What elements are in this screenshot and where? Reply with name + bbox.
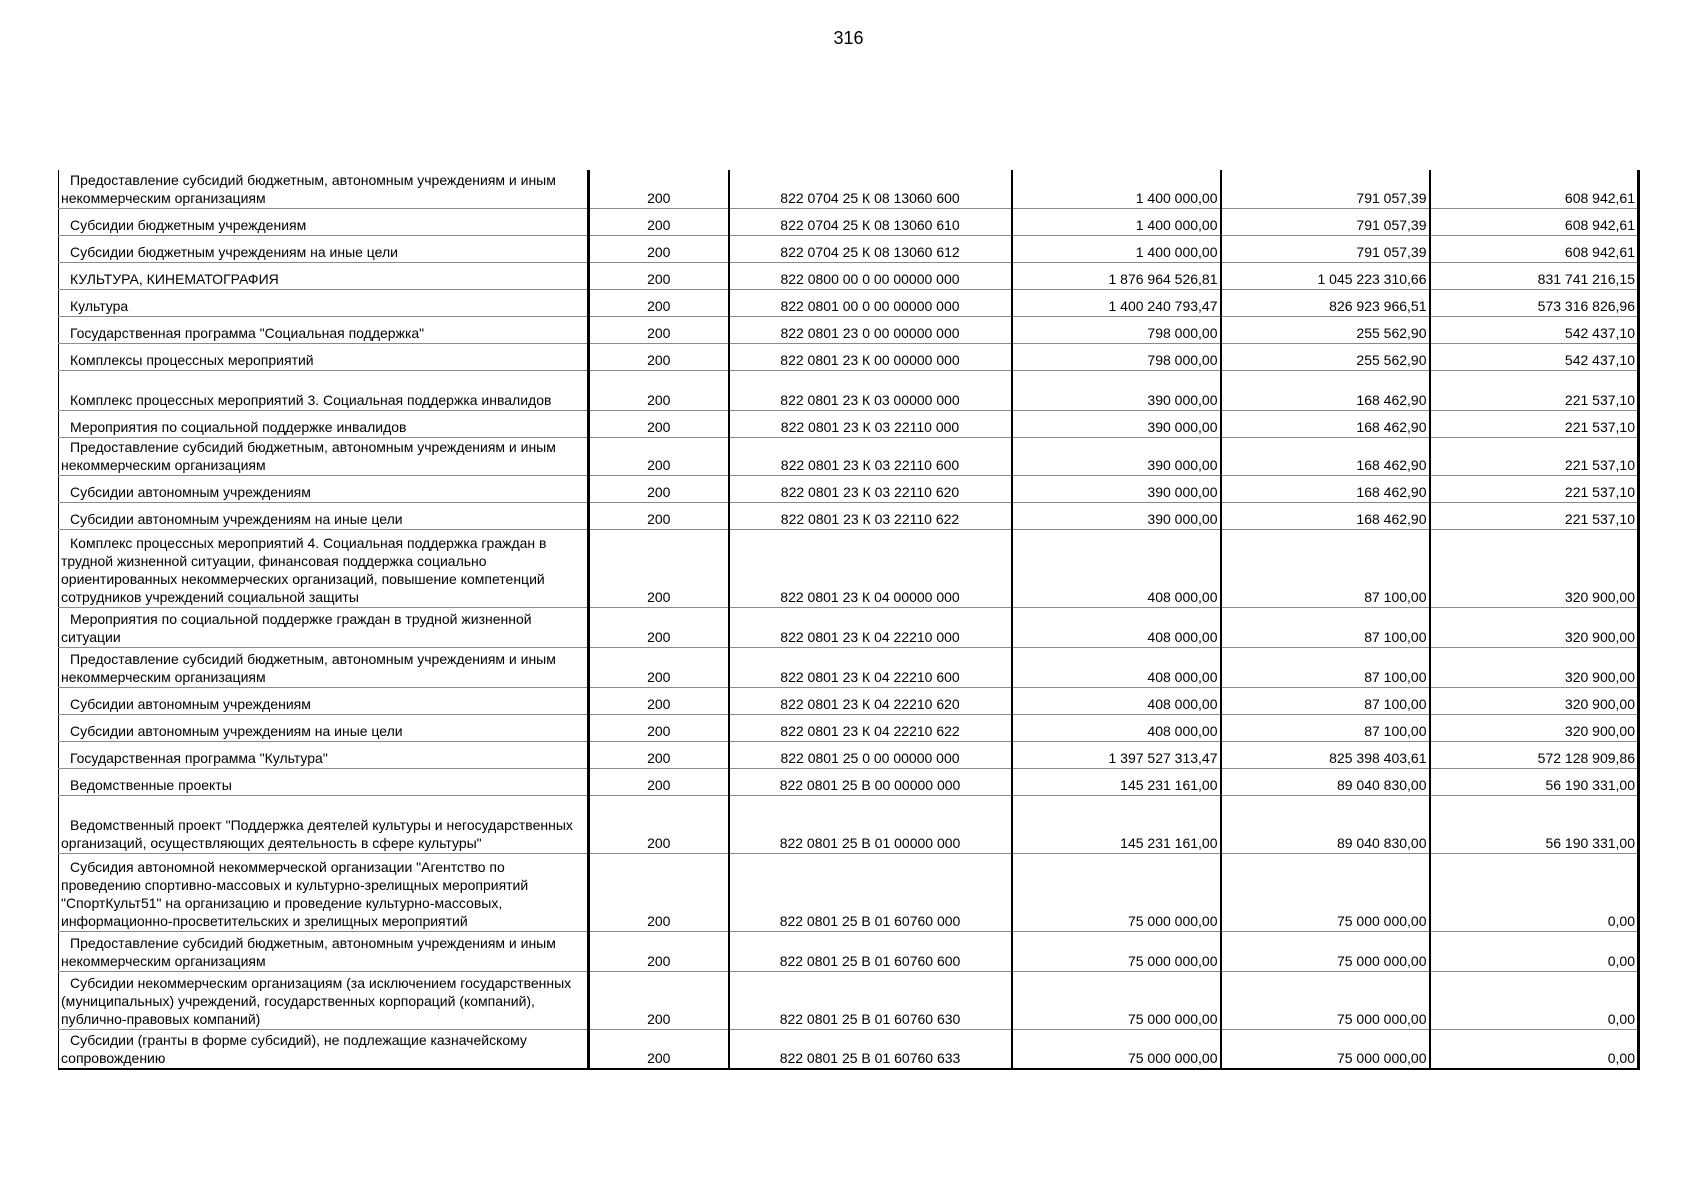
row-name-cell [59, 1029, 589, 1069]
row-admin-code-cell: 200 [589, 475, 729, 502]
row-name-text: Субсидии автономным учреждениям [70, 695, 311, 712]
row-admin-code-cell: 200 [589, 768, 729, 795]
row-name-text: Культура [70, 297, 129, 314]
row-admin-code-cell: 200 [589, 235, 729, 262]
row-name-cell [59, 262, 589, 289]
row-remaining-amount-cell: 0,00 [1430, 971, 1639, 1029]
row-name-text: Субсидии (гранты в форме субсидий), не подлежащие казначейскому сопровождению [61, 1032, 527, 1066]
row-executed-amount-cell: 791 057,39 [1221, 208, 1430, 235]
row-classification-code-cell: 822 0801 23 К 03 22110 620 [729, 475, 1012, 502]
row-approved-amount-cell: 408 000,00 [1012, 714, 1221, 741]
row-approved-amount-cell: 408 000,00 [1012, 647, 1221, 687]
row-executed-amount-cell: 825 398 403,61 [1221, 741, 1430, 768]
row-classification-code-cell: 822 0801 23 К 04 22210 620 [729, 687, 1012, 714]
row-remaining-amount-cell: 0,00 [1430, 1029, 1639, 1069]
row-classification-code-cell: 822 0801 23 К 04 22210 000 [729, 607, 1012, 647]
row-classification-code-cell: 822 0801 23 0 00 00000 000 [729, 316, 1012, 343]
row-admin-code-cell: 200 [589, 647, 729, 687]
row-executed-amount-cell: 255 562,90 [1221, 343, 1430, 370]
row-admin-code-cell: 200 [589, 971, 729, 1029]
row-admin-code-cell: 200 [589, 607, 729, 647]
row-approved-amount-cell: 798 000,00 [1012, 343, 1221, 370]
row-admin-code-cell: 200 [589, 714, 729, 741]
row-executed-amount-cell: 168 462,90 [1221, 502, 1430, 529]
row-executed-amount-cell: 75 000 000,00 [1221, 1029, 1430, 1069]
row-remaining-amount-cell: 542 437,10 [1430, 343, 1639, 370]
table-row [59, 1029, 1639, 1069]
row-name-cell [59, 170, 589, 208]
row-approved-amount-cell: 75 000 000,00 [1012, 971, 1221, 1029]
row-classification-code-cell: 822 0801 25 В 01 00000 000 [729, 795, 1012, 853]
row-executed-amount-cell: 1 045 223 310,66 [1221, 262, 1430, 289]
row-name-text: Предоставление субсидий бюджетным, автономным учреждениям и иным некоммерческим организациям [61, 438, 556, 473]
table-row [59, 343, 1639, 370]
row-remaining-amount-cell: 221 537,10 [1430, 475, 1639, 502]
row-name-cell [59, 853, 589, 931]
row-name-cell [59, 931, 589, 971]
row-name-cell [59, 768, 589, 795]
row-remaining-amount-cell: 608 942,61 [1430, 235, 1639, 262]
row-approved-amount-cell: 390 000,00 [1012, 370, 1221, 410]
row-name-cell [59, 437, 589, 475]
row-executed-amount-cell: 87 100,00 [1221, 607, 1430, 647]
row-classification-code-cell: 822 0800 00 0 00 00000 000 [729, 262, 1012, 289]
row-approved-amount-cell: 1 400 000,00 [1012, 235, 1221, 262]
row-name-cell [59, 289, 589, 316]
row-classification-code-cell: 822 0801 23 К 03 22110 622 [729, 502, 1012, 529]
row-name-cell [59, 502, 589, 529]
table-row [59, 235, 1639, 262]
row-executed-amount-cell: 87 100,00 [1221, 687, 1430, 714]
row-remaining-amount-cell: 320 900,00 [1430, 529, 1639, 607]
row-classification-code-cell: 822 0801 25 В 01 60760 630 [729, 971, 1012, 1029]
row-admin-code-cell: 200 [589, 410, 729, 437]
table-row [59, 768, 1639, 795]
table-row [59, 170, 1639, 208]
row-name-cell [59, 971, 589, 1029]
row-name-text: Государственная программа "Культура" [70, 749, 328, 766]
row-classification-code-cell: 822 0801 25 В 00 00000 000 [729, 768, 1012, 795]
row-executed-amount-cell: 75 000 000,00 [1221, 853, 1430, 931]
row-name-text: Предоставление субсидий бюджетным, автономным учреждениям и иным некоммерческим организациям [61, 171, 556, 206]
row-classification-code-cell: 822 0801 23 К 03 00000 000 [729, 370, 1012, 410]
row-name-cell [59, 410, 589, 437]
row-name-cell [59, 795, 589, 853]
row-executed-amount-cell: 826 923 966,51 [1221, 289, 1430, 316]
row-name-text: Субсидии автономным учреждениям [70, 483, 311, 500]
page-number: 316 [833, 28, 864, 48]
row-executed-amount-cell: 168 462,90 [1221, 410, 1430, 437]
row-executed-amount-cell: 791 057,39 [1221, 235, 1430, 262]
row-executed-amount-cell: 89 040 830,00 [1221, 795, 1430, 853]
row-name-cell [59, 235, 589, 262]
row-approved-amount-cell: 390 000,00 [1012, 502, 1221, 529]
table-row [59, 795, 1639, 853]
row-name-text: КУЛЬТУРА, КИНЕМАТОГРАФИЯ [70, 270, 279, 287]
row-classification-code-cell: 822 0801 23 К 03 22110 000 [729, 410, 1012, 437]
table-row [59, 208, 1639, 235]
row-admin-code-cell: 200 [589, 170, 729, 208]
row-remaining-amount-cell: 573 316 826,96 [1430, 289, 1639, 316]
row-classification-code-cell: 822 0704 25 К 08 13060 610 [729, 208, 1012, 235]
row-name-text: Мероприятия по социальной поддержке граждан в трудной жизненной ситуации [61, 610, 532, 645]
table-row [59, 714, 1639, 741]
row-approved-amount-cell: 1 400 000,00 [1012, 170, 1221, 208]
row-name-cell [59, 343, 589, 370]
row-remaining-amount-cell: 608 942,61 [1430, 170, 1639, 208]
row-classification-code-cell: 822 0704 25 К 08 13060 612 [729, 235, 1012, 262]
row-remaining-amount-cell: 56 190 331,00 [1430, 768, 1639, 795]
table-body [59, 170, 1639, 1069]
row-name-cell [59, 714, 589, 741]
row-name-cell [59, 607, 589, 647]
row-classification-code-cell: 822 0801 23 К 03 22110 600 [729, 437, 1012, 475]
row-admin-code-cell: 200 [589, 289, 729, 316]
row-name-text: Ведомственный проект "Поддержка деятелей культуры и негосударственных организаций, осуществляющих деятельность в сфере культуры" [61, 816, 573, 851]
row-name-text: Субсидии бюджетным учреждениям [70, 216, 307, 233]
row-approved-amount-cell: 1 400 240 793,47 [1012, 289, 1221, 316]
row-executed-amount-cell: 75 000 000,00 [1221, 931, 1430, 971]
row-admin-code-cell: 200 [589, 208, 729, 235]
table-row [59, 607, 1639, 647]
table-row [59, 853, 1639, 931]
row-name-cell [59, 370, 589, 410]
row-approved-amount-cell: 75 000 000,00 [1012, 1029, 1221, 1069]
row-executed-amount-cell: 87 100,00 [1221, 647, 1430, 687]
row-approved-amount-cell: 408 000,00 [1012, 687, 1221, 714]
row-name-cell [59, 316, 589, 343]
row-classification-code-cell: 822 0801 25 В 01 60760 000 [729, 853, 1012, 931]
row-admin-code-cell: 200 [589, 795, 729, 853]
table-row [59, 529, 1639, 607]
row-classification-code-cell: 822 0801 23 К 04 22210 622 [729, 714, 1012, 741]
row-classification-code-cell: 822 0801 23 К 00 00000 000 [729, 343, 1012, 370]
row-name-text: Субсидии бюджетным учреждениям на иные цели [70, 243, 398, 260]
row-admin-code-cell: 200 [589, 741, 729, 768]
row-admin-code-cell: 200 [589, 1029, 729, 1069]
row-remaining-amount-cell: 320 900,00 [1430, 647, 1639, 687]
row-approved-amount-cell: 408 000,00 [1012, 607, 1221, 647]
row-classification-code-cell: 822 0801 23 К 04 22210 600 [729, 647, 1012, 687]
row-name-cell [59, 687, 589, 714]
table-row [59, 687, 1639, 714]
table-row [59, 410, 1639, 437]
row-admin-code-cell: 200 [589, 437, 729, 475]
row-remaining-amount-cell: 608 942,61 [1430, 208, 1639, 235]
row-remaining-amount-cell: 56 190 331,00 [1430, 795, 1639, 853]
table-row [59, 971, 1639, 1029]
row-remaining-amount-cell: 542 437,10 [1430, 316, 1639, 343]
row-executed-amount-cell: 89 040 830,00 [1221, 768, 1430, 795]
row-remaining-amount-cell: 0,00 [1430, 853, 1639, 931]
table-row [59, 647, 1639, 687]
row-approved-amount-cell: 390 000,00 [1012, 437, 1221, 475]
table-row [59, 262, 1639, 289]
row-remaining-amount-cell: 572 128 909,86 [1430, 741, 1639, 768]
row-approved-amount-cell: 145 231 161,00 [1012, 768, 1221, 795]
table-row [59, 502, 1639, 529]
row-executed-amount-cell: 75 000 000,00 [1221, 971, 1430, 1029]
row-remaining-amount-cell: 221 537,10 [1430, 370, 1639, 410]
row-admin-code-cell: 200 [589, 343, 729, 370]
row-remaining-amount-cell: 831 741 216,15 [1430, 262, 1639, 289]
row-name-text: Субсидия автономной некоммерческой организации "Агентство по проведению спортивно-массовых и культурно-зрелищных мероприятий "СпортКульт51" на организацию и проведение культурно-массовых, информационно-просветительских и зрелищных мероприятий [61, 858, 529, 929]
table-row [59, 741, 1639, 768]
row-admin-code-cell: 200 [589, 931, 729, 971]
row-remaining-amount-cell: 221 537,10 [1430, 410, 1639, 437]
table-row [59, 931, 1639, 971]
row-name-cell [59, 475, 589, 502]
row-admin-code-cell: 200 [589, 687, 729, 714]
row-name-text: Субсидии автономным учреждениям на иные цели [70, 722, 403, 739]
row-remaining-amount-cell: 320 900,00 [1430, 607, 1639, 647]
row-classification-code-cell: 822 0801 25 В 01 60760 633 [729, 1029, 1012, 1069]
row-name-text: Субсидии автономным учреждениям на иные цели [70, 510, 403, 527]
row-executed-amount-cell: 168 462,90 [1221, 475, 1430, 502]
table-row [59, 316, 1639, 343]
row-approved-amount-cell: 145 231 161,00 [1012, 795, 1221, 853]
row-remaining-amount-cell: 320 900,00 [1430, 687, 1639, 714]
row-admin-code-cell: 200 [589, 502, 729, 529]
row-classification-code-cell: 822 0704 25 К 08 13060 600 [729, 170, 1012, 208]
row-admin-code-cell: 200 [589, 370, 729, 410]
row-remaining-amount-cell: 221 537,10 [1430, 437, 1639, 475]
row-remaining-amount-cell: 221 537,10 [1430, 502, 1639, 529]
row-remaining-amount-cell: 320 900,00 [1430, 714, 1639, 741]
row-approved-amount-cell: 1 876 964 526,81 [1012, 262, 1221, 289]
row-executed-amount-cell: 255 562,90 [1221, 316, 1430, 343]
row-name-cell [59, 208, 589, 235]
table-row [59, 475, 1639, 502]
row-name-text: Мероприятия по социальной поддержке инвалидов [70, 418, 407, 435]
row-name-text: Комплексы процессных мероприятий [70, 351, 314, 368]
row-executed-amount-cell: 87 100,00 [1221, 529, 1430, 607]
row-approved-amount-cell: 75 000 000,00 [1012, 853, 1221, 931]
row-approved-amount-cell: 390 000,00 [1012, 475, 1221, 502]
row-executed-amount-cell: 168 462,90 [1221, 437, 1430, 475]
row-approved-amount-cell: 1 397 527 313,47 [1012, 741, 1221, 768]
row-approved-amount-cell: 798 000,00 [1012, 316, 1221, 343]
table-row [59, 370, 1639, 410]
row-name-cell [59, 741, 589, 768]
row-approved-amount-cell: 75 000 000,00 [1012, 931, 1221, 971]
row-admin-code-cell: 200 [589, 853, 729, 931]
row-name-cell [59, 529, 589, 607]
row-approved-amount-cell: 390 000,00 [1012, 410, 1221, 437]
row-remaining-amount-cell: 0,00 [1430, 931, 1639, 971]
row-classification-code-cell: 822 0801 25 В 01 60760 600 [729, 931, 1012, 971]
row-name-text: Ведомственные проекты [70, 776, 232, 793]
row-name-text: Комплекс процессных мероприятий 3. Социальная поддержка инвалидов [70, 391, 552, 408]
row-approved-amount-cell: 1 400 000,00 [1012, 208, 1221, 235]
row-approved-amount-cell: 408 000,00 [1012, 529, 1221, 607]
table-row [59, 437, 1639, 475]
row-name-text: Предоставление субсидий бюджетным, автономным учреждениям и иным некоммерческим организациям [61, 934, 556, 969]
row-name-text: Государственная программа "Социальная поддержка" [70, 324, 425, 341]
row-name-text: Комплекс процессных мероприятий 4. Социальная поддержка граждан в трудной жизненной ситуации, финансовая поддержка социально ориентированных некоммерческих организаций, повышение компетенций сотрудников учреждений социальной защиты [61, 534, 547, 605]
row-name-cell [59, 647, 589, 687]
row-admin-code-cell: 200 [589, 262, 729, 289]
row-classification-code-cell: 822 0801 25 0 00 00000 000 [729, 741, 1012, 768]
budget-execution-table [58, 170, 1640, 1070]
table-row [59, 289, 1639, 316]
row-admin-code-cell: 200 [589, 529, 729, 607]
row-name-text: Предоставление субсидий бюджетным, автономным учреждениям и иным некоммерческим организациям [61, 650, 556, 685]
row-executed-amount-cell: 791 057,39 [1221, 170, 1430, 208]
row-name-text: Субсидии некоммерческим организациям (за исключением государственных (муниципальных) учреждений, государственных корпораций (компаний), публично-правовых компаний) [61, 974, 572, 1027]
row-executed-amount-cell: 168 462,90 [1221, 370, 1430, 410]
row-executed-amount-cell: 87 100,00 [1221, 714, 1430, 741]
row-classification-code-cell: 822 0801 23 К 04 00000 000 [729, 529, 1012, 607]
row-classification-code-cell: 822 0801 00 0 00 00000 000 [729, 289, 1012, 316]
row-admin-code-cell: 200 [589, 316, 729, 343]
